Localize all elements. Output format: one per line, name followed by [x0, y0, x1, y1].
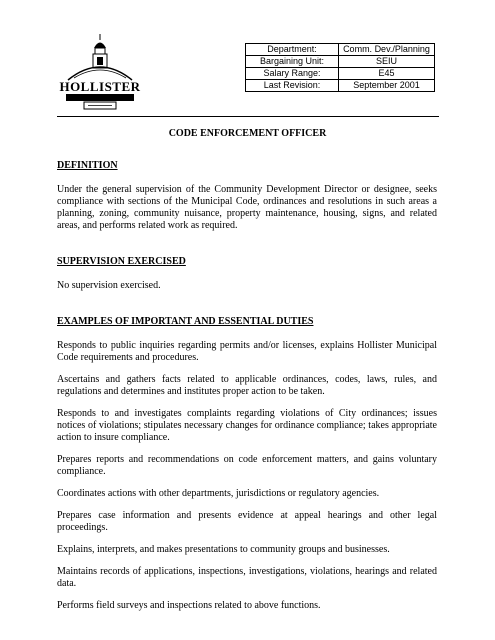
table-row: [246, 68, 435, 80]
duty-item: Maintains records of applications, inspections, investigations, violations, hearings and related data.: [57, 566, 437, 589]
duty-item: Explains, interprets, and makes presentations to community groups and businesses.: [57, 544, 390, 555]
logo-wordmark: HOLLISTER: [59, 79, 141, 94]
page-title: CODE ENFORCEMENT OFFICER: [168, 128, 327, 139]
supervision-text: No supervision exercised.: [57, 280, 161, 291]
duty-item: Coordinates actions with other departments, jurisdictions or regulatory agencies.: [57, 488, 380, 499]
table-row: [246, 56, 435, 68]
definition-heading: DEFINITION: [57, 160, 118, 171]
duty-item: Ascertains and gathers facts related to applicable ordinances, codes, laws, rules, and regulations and determines and institutes proper action to be taken.: [57, 374, 437, 397]
salary-range-value: E45: [339, 68, 435, 80]
job-description-body: [57, 160, 437, 612]
table-row: [246, 44, 435, 56]
city-seal-icon: [54, 34, 146, 110]
duty-item: Prepares case information and presents evidence at appeal hearings and other legal proceedings.: [57, 510, 437, 533]
job-info-table: [245, 43, 435, 92]
last-revision-label: Last Revision:: [246, 80, 339, 92]
duty-item: Responds to public inquiries regarding permits and/or licenses, explains Hollister Municipal Code requirements and procedures.: [57, 340, 437, 363]
supervision-heading: SUPERVISION EXERCISED: [57, 256, 186, 267]
salary-range-label: Salary Range:: [246, 68, 339, 80]
header-divider: [57, 116, 439, 117]
duty-item: Performs field surveys and inspections related to above functions.: [57, 600, 321, 611]
table-row: [246, 80, 435, 92]
duty-item: Responds to and investigates complaints regarding violations of City ordinances; issues notices of violations; stipulates necessary changes for ordinance compliance; takes appropriate action to insure compliance.: [57, 408, 437, 443]
hollister-logo: [54, 34, 146, 110]
duty-item: Prepares reports and recommendations on code enforcement matters, and gains voluntary compliance.: [57, 454, 437, 477]
department-label: Department:: [246, 44, 339, 56]
definition-text: Under the general supervision of the Community Development Director or designee, seeks compliance with sections of the Municipal Code, ordinances and resolutions in such areas a planning, zoning, community nuisance, property maintenance, housing, signs, and related areas, and performs related work as required.: [57, 184, 437, 231]
bargaining-unit-label: Bargaining Unit:: [246, 56, 339, 68]
bargaining-unit-value: SEIU: [339, 56, 435, 68]
last-revision-value: September 2001: [339, 80, 435, 92]
department-value: Comm. Dev./Planning: [339, 44, 435, 56]
duties-heading: EXAMPLES OF IMPORTANT AND ESSENTIAL DUTIES: [57, 316, 314, 327]
